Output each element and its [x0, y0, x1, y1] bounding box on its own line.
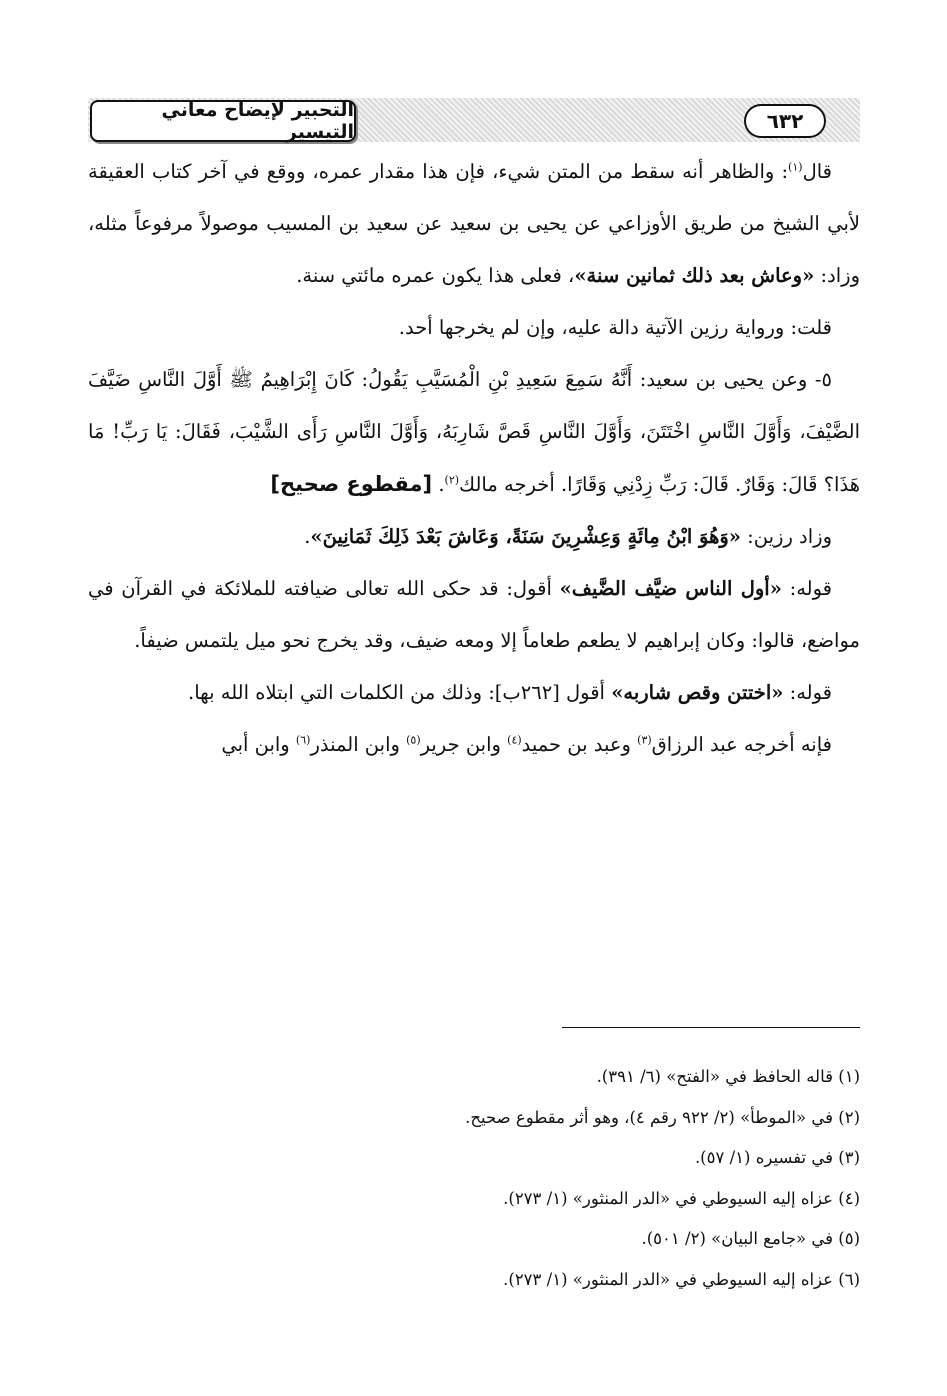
quote: «وَهُوَ ابْنُ مِائَةٍ وَعِشْرِينَ سَنَةً، وَعَاشَ بَعْدَ ذَلِكَ ثَمَانِينَ» [310, 525, 741, 548]
paragraph-6 [88, 667, 860, 719]
text-run: وزاد رزين: [740, 525, 832, 548]
text-run: وابن جرير [420, 733, 508, 756]
footnotes [88, 1057, 860, 1300]
quote: «أول الناس ضيَّف الضَّيف» [559, 577, 782, 600]
footnote-ref: (١) [788, 160, 803, 174]
text-run: قوله: [781, 577, 832, 600]
text-run: . [432, 473, 445, 496]
footnote-3: (٣) في تفسيره (١/ ٥٧). [694, 1148, 860, 1167]
paragraph-2: قلت: ورواية رزين الآتية دالة عليه، وإن لم يخرجها أحد. [398, 316, 832, 339]
paragraph-7 [88, 719, 860, 771]
text-run: : والظاهر أنه سقط من المتن شيء، فإن هذا مقدار عمره، ووقع في آخر كتاب العقيقة لأبي الشيخ من طريق الأوزاعي عن يحيى بن سعيد عن سعيد بن المسيب موصولاً مرفوعاً مثله، وزاد: [88, 160, 860, 287]
paragraph-4 [88, 511, 860, 563]
footnote-4: (٤) عزاه إليه السيوطي في «الدر المنثور» (١/ ٢٧٣). [503, 1188, 860, 1208]
footnote-ref: (٤) [507, 733, 522, 747]
footnote-1: (١) قاله الحافظ في «الفتح» (٦/ ٣٩١). [596, 1067, 860, 1086]
footnote-2: (٢) في «الموطأ» (٢/ ٩٢٢ رقم ٤)، وهو أثر مقطوع صحيح. [465, 1107, 860, 1127]
hadith-grade: [مقطوع صحيح] [270, 472, 433, 496]
quote: «وعاش بعد ذلك ثمانين سنة» [574, 264, 815, 287]
footnote-ref: (٢) [444, 473, 460, 487]
hadith-text: ٥- وعن يحيى بن سعيد: أَنَّهُ سَمِعَ سَعِيدِ بْنِ الْمُسَيَّبِ يَقُولُ: كَانَ إِبْرَاهِيمُ ﷺ أَوَّلَ النَّاسِ ضَيَّفَ الضَّيْفَ، وَأَوَّلَ النَّاسِ اخْتَتَنَ، وَأَوَّلَ النَّاسِ قَصَّ شَارِبَهُ، وَأَوَّلَ النَّاسِ رَأَى الشَّيْبَ، فَقَالَ: يَا رَبِّ! مَا هَذَا؟ قَالَ: وَقَارٌ. قَالَ: رَبِّ زِدْنِي وَقَارًا. أخرجه مالك [88, 368, 860, 496]
footnote-ref: (٣) [637, 733, 652, 747]
text-run: وعبد بن حميد [521, 733, 638, 756]
text-run: وابن المنذر [310, 733, 407, 756]
footnote-ref: (٥) [406, 733, 421, 747]
text-run: وابن أبي [221, 733, 296, 756]
text-run: ، فعلى هذا يكون عمره مائتي سنة. [296, 264, 575, 287]
text-run: أقول: قد حكى الله تعالى ضيافته للملائكة في القرآن في مواضع، قالوا: وكان إبراهيم لا يطعم طعاماً إلا ومعه ضيف، وقد يخرج نحو ميل يلتمس ضيفاً. [88, 577, 860, 652]
footnote-5: (٥) في «جامع البيان» (٢/ ٥٠١). [641, 1229, 860, 1248]
quote: «اختتن وقص شاربه» [611, 681, 784, 704]
text-run: . [304, 525, 311, 548]
book-title: التحبير لإيضاح معاني التيسير [90, 100, 356, 142]
text-run: أقول [٢٦٢ب]: وذلك من الكلمات التي ابتلاه الله بها. [188, 681, 612, 704]
page-number: ٦٣٢ [744, 104, 826, 138]
paragraph-5 [88, 563, 860, 667]
paragraph-3-hadith [88, 354, 860, 511]
paragraph-1 [88, 146, 860, 302]
text-run: قال [802, 160, 832, 183]
footnote-6: (٦) عزاه إليه السيوطي في «الدر المنثور» (١/ ٢٧٣). [503, 1269, 860, 1289]
main-text [88, 146, 860, 771]
footnote-divider [562, 1027, 860, 1028]
text-run: فإنه أخرجه عبد الرزاق [651, 733, 832, 756]
text-run: قوله: [783, 681, 832, 704]
footnote-ref: (٦) [295, 733, 311, 747]
